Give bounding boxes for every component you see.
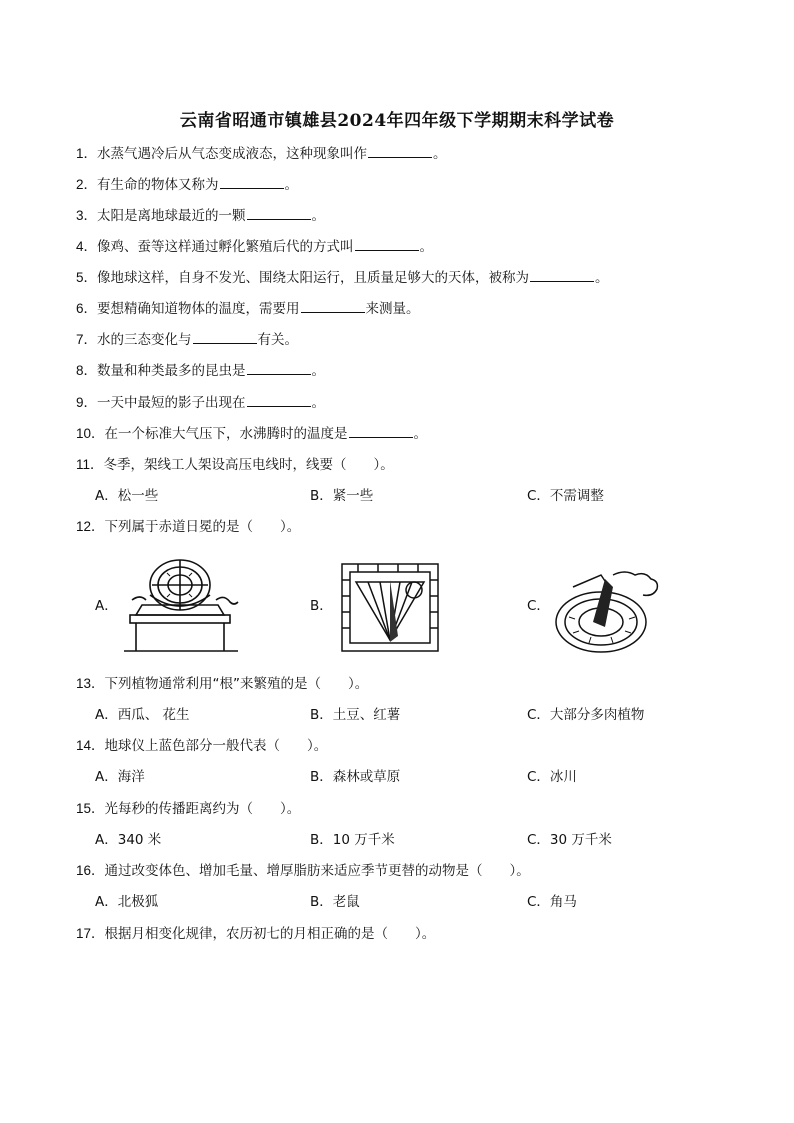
answer-blank[interactable] [530, 269, 594, 282]
question-8: 8．数量和种类最多的昆虫是 。 [76, 363, 326, 379]
answer-blank[interactable] [247, 207, 311, 220]
answer-blank[interactable] [355, 238, 419, 251]
answer-blank[interactable] [349, 425, 413, 438]
question-16: 16．通过改变体色、增加毛量、增厚脂肪来适应季节更替的动物是（ ）。 [76, 863, 530, 879]
question-2: 2．有生命的物体又称为 。 [76, 177, 299, 193]
option-a[interactable]: A．北极狐 [95, 894, 159, 910]
sundial-a-image[interactable] [122, 555, 240, 655]
option-b[interactable]: B．10 万千米 [310, 832, 395, 848]
option-b[interactable]: B．森林或草原 [310, 769, 401, 785]
option-c[interactable]: C． [527, 598, 550, 614]
option-b[interactable]: B．土豆、红薯 [310, 707, 401, 723]
question-1: 1．水蒸气遇冷后从气态变成液态，这种现象叫作 。 [76, 146, 447, 162]
question-3: 3．太阳是离地球最近的一颗 。 [76, 208, 326, 224]
option-a[interactable]: A．340 米 [95, 832, 162, 848]
question-15: 15．光每秒的传播距离约为（ ）。 [76, 801, 301, 817]
option-a[interactable]: A． [95, 598, 118, 614]
option-c[interactable]: C．30 万千米 [527, 832, 612, 848]
option-c[interactable]: C．冰川 [527, 769, 577, 785]
question-10: 10．在一个标准大气压下，水沸腾时的温度是 。 [76, 426, 428, 442]
option-b[interactable]: B． [310, 598, 333, 614]
option-b[interactable]: B．紧一些 [310, 488, 374, 504]
option-c[interactable]: C．角马 [527, 894, 577, 910]
question-13: 13．下列植物通常利用“根”来繁殖的是（ ）。 [76, 676, 369, 692]
option-c[interactable]: C．大部分多肉植物 [527, 707, 645, 723]
answer-blank[interactable] [247, 362, 311, 375]
question-11: 11．冬季，架线工人架设高压电线时，线要（ ）。 [76, 457, 394, 473]
question-14: 14．地球仪上蓝色部分一般代表（ ）。 [76, 738, 328, 754]
option-a[interactable]: A．松一些 [95, 488, 159, 504]
answer-blank[interactable] [193, 331, 257, 344]
question-17: 17．根据月相变化规律，农历初七的月相正确的是（ ）。 [76, 926, 436, 942]
option-b[interactable]: B．老鼠 [310, 894, 360, 910]
sundial-c-image[interactable] [553, 567, 661, 657]
option-a[interactable]: A．西瓜、 花生 [95, 707, 190, 723]
question-4: 4．像鸡、蚕等这样通过孵化繁殖后代的方式叫 。 [76, 239, 434, 255]
question-7: 7．水的三态变化与 有关。 [76, 332, 299, 348]
option-c[interactable]: C．不需调整 [527, 488, 604, 504]
sundial-b-image[interactable] [338, 560, 442, 655]
question-5: 5．像地球这样，自身不发光、围绕太阳运行，且质量足够大的天体，被称为 。 [76, 270, 609, 286]
page-title: 云南省昭通市镇雄县2024年四年级下学期期末科学试卷 [179, 111, 615, 131]
question-6: 6．要想精确知道物体的温度，需要用 来测量。 [76, 301, 420, 317]
answer-blank[interactable] [368, 145, 432, 158]
answer-blank[interactable] [247, 394, 311, 407]
question-12: 12．下列属于赤道日冕的是（ ）。 [76, 519, 301, 535]
answer-blank[interactable] [301, 300, 365, 313]
answer-blank[interactable] [220, 176, 284, 189]
question-9: 9．一天中最短的影子出现在 。 [76, 395, 326, 411]
option-a[interactable]: A．海洋 [95, 769, 145, 785]
